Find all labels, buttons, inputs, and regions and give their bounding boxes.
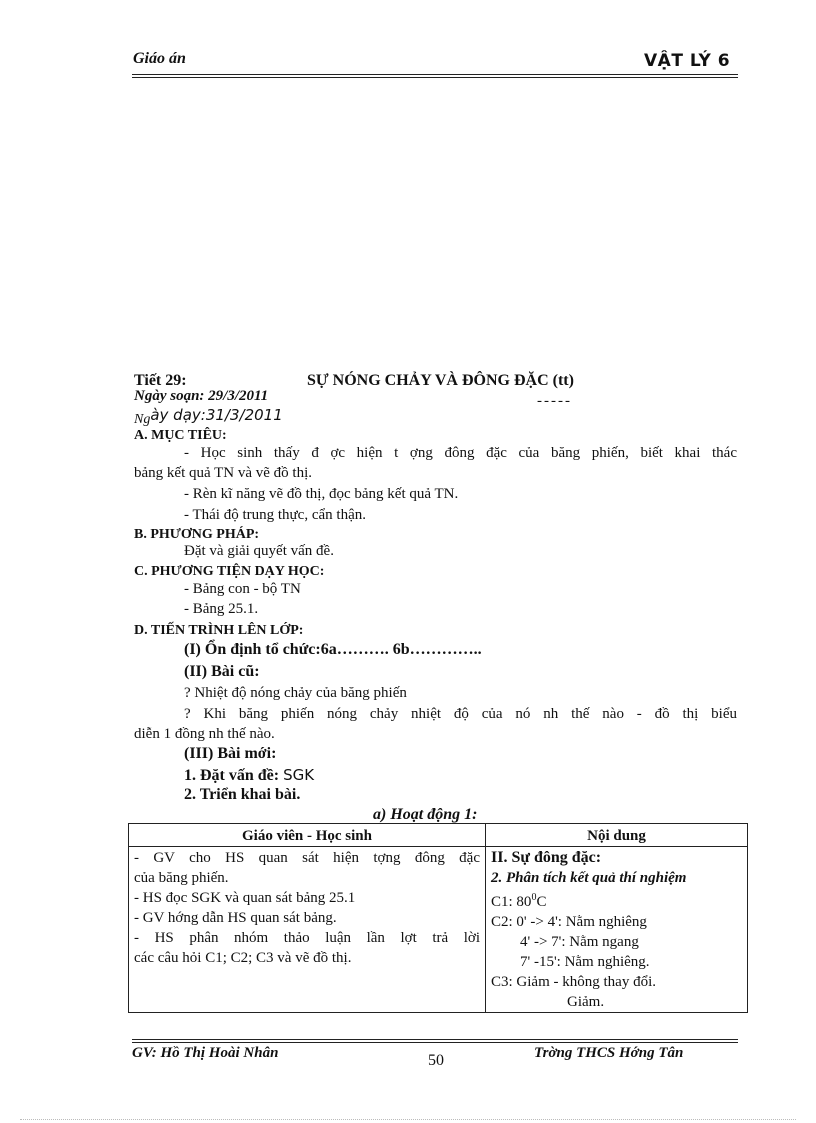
step-new-lesson: (III) Bài mới: bbox=[184, 745, 277, 762]
activity-table bbox=[128, 823, 748, 1013]
content-c3-line2: Giảm. bbox=[567, 994, 605, 1010]
content-c1-value: C1: 80 bbox=[491, 894, 532, 910]
footer-teacher: GV: Hồ Thị Hoài Nhân bbox=[132, 1045, 279, 1061]
content-subheading: 2. Phân tích kết quả thí nghiệm bbox=[491, 870, 687, 886]
header-subject-label: Giáo án bbox=[133, 50, 186, 67]
content-c1-unit: C bbox=[536, 894, 547, 910]
teach-date-prefix: Ng bbox=[134, 412, 151, 427]
step-deploy: 2. Triển khai bài. bbox=[184, 786, 301, 803]
table-cell-teacher-student bbox=[129, 847, 486, 1013]
footer-rule-bottom bbox=[132, 1042, 738, 1043]
prep-date: Ngày soạn: 29/3/2011 bbox=[134, 388, 269, 404]
section-c-line1: - Bảng con - bộ TN bbox=[184, 581, 301, 597]
section-c-heading: C. PHƯƠNG TIỆN DẠY HỌC: bbox=[134, 564, 325, 579]
footer-school: Trờng THCS Hớng Tân bbox=[534, 1045, 684, 1061]
table-left-line: - HS phân nhóm thảo luận lần lợt trả lời bbox=[134, 930, 480, 946]
footer-page-number: 50 bbox=[428, 1052, 444, 1069]
content-c1-degree: 0 bbox=[531, 892, 537, 903]
activity-title: a) Hoạt động 1: bbox=[373, 806, 478, 823]
table-cell-content bbox=[486, 847, 748, 1013]
content-c3-line1: C3: Giảm - không thay đổi. bbox=[491, 974, 656, 990]
section-b-line1: Đặt và giải quyết vấn đề. bbox=[184, 543, 334, 559]
content-c2-line1: C2: 0' -> 4': Nằm nghiêng bbox=[491, 914, 647, 930]
page-bottom-border bbox=[20, 1119, 796, 1120]
old-lesson-q1: ? Nhiệt độ nóng chảy của băng phiến bbox=[184, 685, 407, 701]
step-problem-label: 1. Đặt vấn đề: bbox=[184, 767, 280, 784]
header-course-title: VẬT LÝ 6 bbox=[644, 51, 731, 71]
title-underline-dashes: ----- bbox=[537, 393, 572, 409]
lesson-title: SỰ NÓNG CHẢY VÀ ĐÔNG ĐẶC (tt) bbox=[307, 372, 574, 389]
table-left-line: các câu hỏi C1; C2; C3 và vẽ đồ thị. bbox=[134, 950, 352, 966]
old-lesson-q2b: diễn 1 đồng nh thế nào. bbox=[134, 726, 275, 742]
content-c2-line2: 4' -> 7': Nằm ngang bbox=[520, 934, 639, 950]
table-left-line: - HS đọc SGK và quan sát bảng 25.1 bbox=[134, 890, 356, 906]
lesson-number: Tiết 29: bbox=[134, 372, 187, 389]
step-problem-value: SGK bbox=[283, 766, 315, 784]
section-a-line1: - Học sinh thấy đ ợc hiện t ợng đông đặc của băng phiến, biết khai thác bbox=[184, 445, 737, 461]
step-old-lesson: (II) Bài cũ: bbox=[184, 663, 260, 680]
section-a-heading: A. MỤC TIÊU: bbox=[134, 428, 227, 443]
teach-date bbox=[134, 406, 283, 426]
table-left-line: của băng phiến. bbox=[134, 870, 229, 886]
content-c2-line3: 7' -15': Nằm nghiêng. bbox=[520, 954, 650, 970]
teach-date-value: ày dạy:31/3/2011 bbox=[150, 406, 283, 424]
section-b-heading: B. PHƯƠNG PHÁP: bbox=[134, 527, 260, 542]
table-header-teacher-student: Giáo viên - Học sinh bbox=[129, 824, 486, 847]
content-heading: II. Sự đông đặc: bbox=[491, 849, 602, 866]
footer-rule-top bbox=[132, 1039, 738, 1040]
section-a-line1b: bảng kết quả TN và vẽ đồ thị. bbox=[134, 465, 313, 481]
section-a-line3: - Thái độ trung thực, cẩn thận. bbox=[184, 507, 366, 523]
header-rule-top bbox=[132, 74, 738, 75]
section-c-line2: - Bảng 25.1. bbox=[184, 601, 259, 617]
header-rule-bottom bbox=[132, 77, 738, 78]
old-lesson-q2: ? Khi băng phiến nóng chảy nhiệt độ của nó nh thế nào - đồ thị biểu bbox=[184, 706, 737, 722]
step-stabilize: (I) Ổn định tổ chức:6a………. 6b………….. bbox=[184, 641, 482, 658]
table-left-line: - GV cho HS quan sát hiện tợng đông đặc bbox=[134, 850, 480, 866]
section-a-line2: - Rèn kĩ năng vẽ đồ thị, đọc bảng kết quả TN. bbox=[184, 486, 459, 502]
step-problem bbox=[184, 766, 314, 785]
table-left-line: - GV hớng dẫn HS quan sát bảng. bbox=[134, 910, 337, 926]
section-d-heading: D. TIẾN TRÌNH LÊN LỚP: bbox=[134, 623, 304, 638]
table-header-content: Nội dung bbox=[486, 824, 748, 847]
content-c1 bbox=[491, 888, 742, 912]
